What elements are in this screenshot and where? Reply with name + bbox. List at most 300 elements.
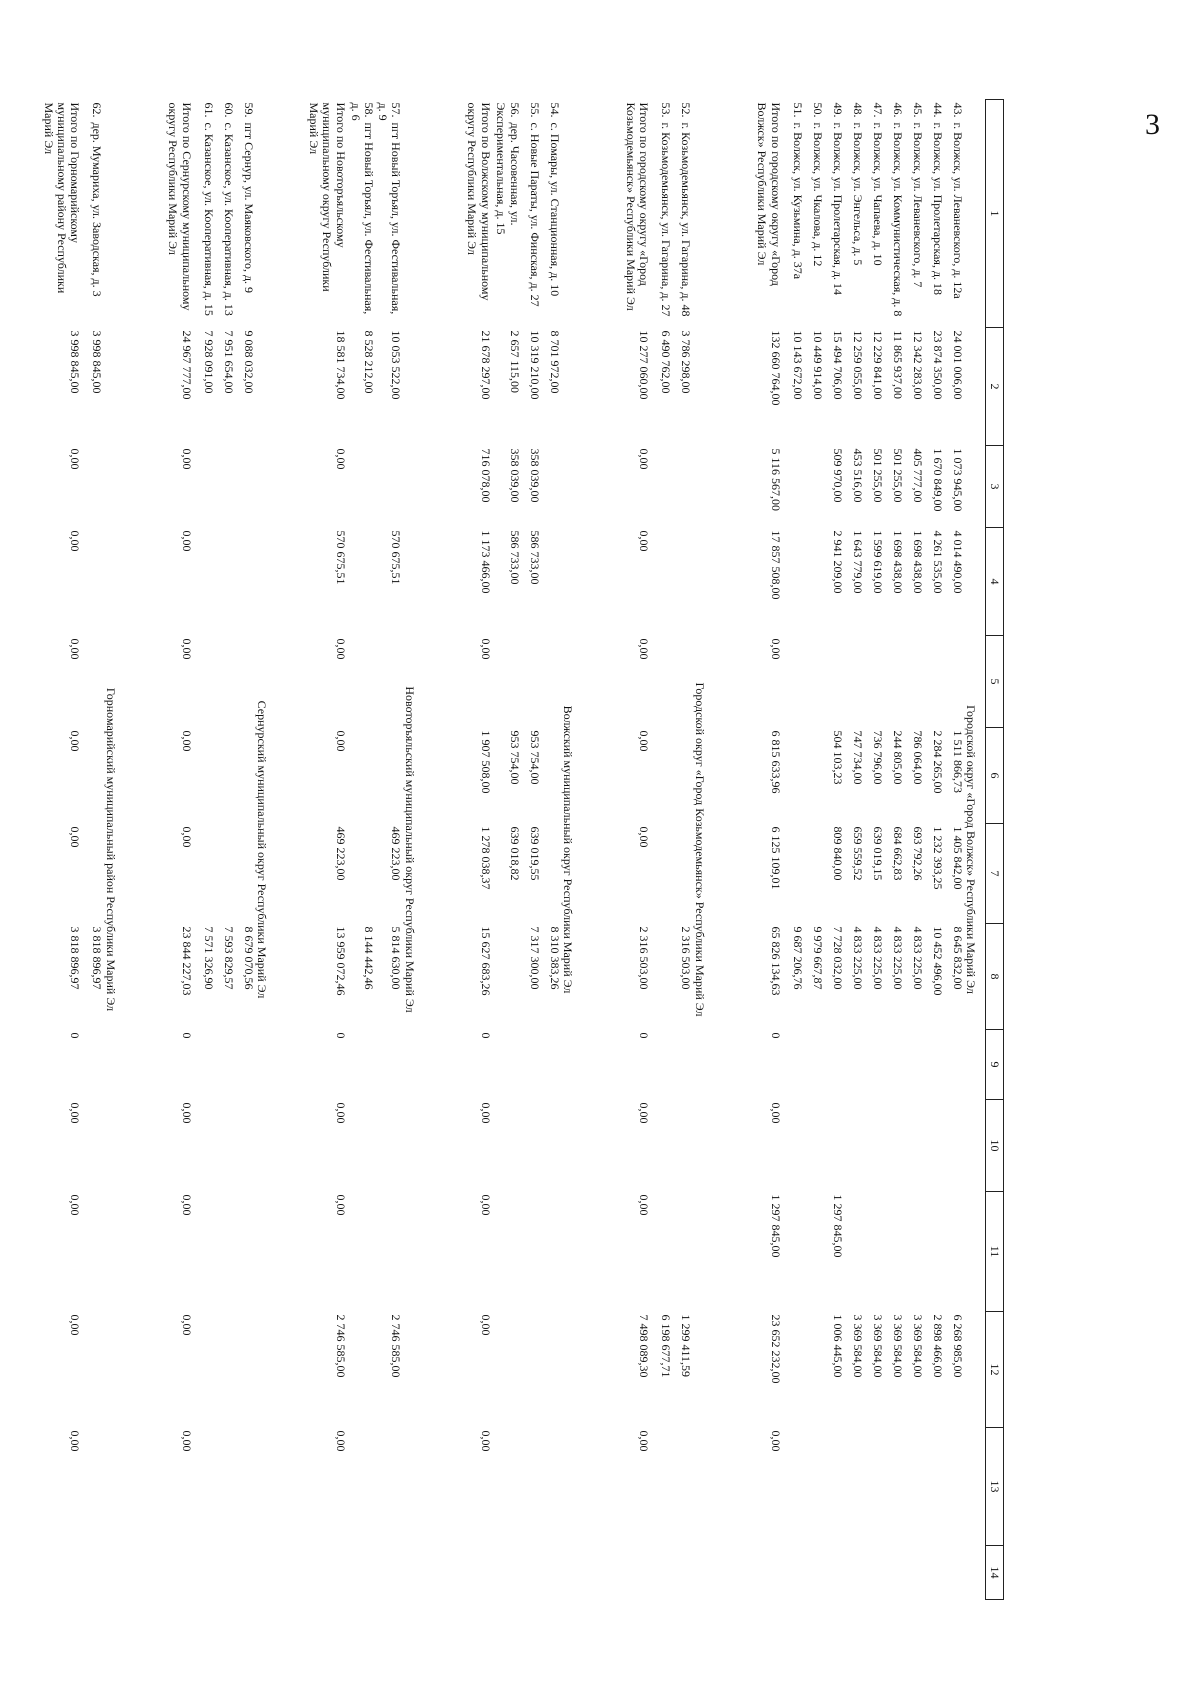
address-cell [864, 100, 884, 328]
column-header-12: 12 [986, 1312, 1004, 1428]
value-cell-col-4 [376, 446, 403, 528]
value-cell-col-11: 0,00 [637, 1102, 652, 1124]
value-cell-col-7 [672, 728, 692, 824]
value-cell-col-10: 0 [68, 1032, 83, 1039]
value-cell-col-13 [235, 1312, 255, 1428]
address-cell [784, 100, 804, 328]
section-header-row [103, 100, 124, 1600]
table-row [944, 100, 964, 1600]
row-name: пгт Новый Торъял, ул. Фестивальная, д. 6 [349, 102, 377, 315]
column-header-1: 1 [986, 100, 1004, 328]
value-cell-col-7: 0,00 [637, 730, 652, 752]
spacer-row [11, 100, 41, 1600]
value-cell-col-14 [494, 1428, 521, 1546]
column-header-2: 2 [986, 328, 1004, 446]
value-cell-col-5: 586 733,00 [527, 530, 542, 585]
value-cell-col-12 [844, 1192, 864, 1312]
value-cell-col-7: 736 796,00 [870, 730, 885, 785]
value-cell-col-13 [541, 1312, 561, 1428]
value-cell-col-11 [944, 1100, 964, 1192]
row-name: пгт Сернур, ул. Маяковского, д. 9 [241, 122, 256, 294]
value-cell-col-10 [672, 1030, 692, 1100]
value-cell-col-4 [83, 446, 103, 528]
value-cell-col-8: 639 019,55 [527, 826, 542, 881]
value-cell-col-5: 1 698 438,00 [910, 530, 925, 594]
value-cell-col-13: 3 369 584,00 [910, 1314, 925, 1378]
value-cell-col-7 [83, 728, 103, 824]
value-cell-col-5 [672, 528, 692, 636]
value-cell-col-9: 3 818 896,97 [90, 926, 105, 990]
value-cell-col-7: 1 907 508,00 [478, 730, 493, 794]
value-cell-col-4: 0,00 [333, 448, 348, 470]
value-cell-col-12 [924, 1192, 944, 1312]
value-cell-col-13: 3 369 584,00 [890, 1314, 905, 1378]
value-cell-col-11 [494, 1100, 521, 1192]
value-cell-col-3: 10 053 522,00 [389, 330, 404, 400]
value-cell-col-11 [864, 1100, 884, 1192]
value-cell-col-12: 0,00 [179, 1194, 194, 1216]
total-row [454, 100, 494, 1600]
value-cell-col-6 [521, 636, 541, 728]
column-header-3: 3 [986, 446, 1004, 528]
value-cell-col-13 [521, 1312, 541, 1428]
table-row [672, 100, 692, 1600]
value-cell-col-4: 501 255,00 [890, 448, 905, 503]
value-cell-col-8 [349, 824, 376, 924]
value-cell-col-3: 2 657 115,00 [507, 330, 522, 394]
value-cell-col-8: 659 559,52 [850, 826, 865, 881]
value-cell-col-5: 17 857 508,00 [768, 530, 783, 600]
address-cell [652, 100, 672, 328]
value-cell-col-13 [83, 1312, 103, 1428]
value-cell-col-9: 9 687 206,76 [790, 926, 805, 990]
value-cell-col-8: 1 278 038,37 [478, 826, 493, 890]
value-cell-col-4 [235, 446, 255, 528]
value-cell-col-7: 1 511 866,73 [950, 730, 965, 794]
row-name: г. Волжск, ул. Энгельса, д. 5 [850, 122, 865, 266]
row-number: 47. [870, 102, 885, 118]
value-cell-col-11 [884, 1100, 904, 1192]
value-cell-col-3: 24 967 777,00 [179, 330, 194, 400]
value-cell-col-10: 0 [333, 1032, 348, 1039]
value-cell-col-10 [904, 1030, 924, 1100]
value-cell-col-9: 15 627 683,26 [478, 926, 493, 996]
value-cell-col-4 [804, 446, 824, 528]
value-cell-col-6 [541, 636, 561, 728]
value-cell-col-3: 10 449 914,00 [810, 330, 825, 400]
value-cell-col-10 [541, 1030, 561, 1100]
value-cell-col-14: 0,00 [637, 1430, 652, 1452]
row-name: г. Волжск, ул. Кузьмина, д. 37а [790, 122, 805, 280]
value-cell-col-13 [784, 1312, 804, 1428]
table-row [904, 100, 924, 1600]
spacer-row [125, 100, 155, 1600]
value-cell-col-6: 0,00 [637, 638, 652, 660]
value-cell-col-11: 0,00 [768, 1102, 783, 1124]
row-name: г. Волжск, ул. Чкалова, д. 12 [810, 122, 825, 267]
value-cell-col-10 [824, 1030, 844, 1100]
value-cell-col-14 [884, 1428, 904, 1546]
row-name: с. Казанское, ул. Кооперативная, д. 15 [201, 122, 216, 316]
value-cell-col-9: 8 679 070,56 [241, 926, 256, 990]
row-number: 55. [527, 102, 542, 118]
value-cell-col-10 [83, 1030, 103, 1100]
value-cell-col-12 [864, 1192, 884, 1312]
total-row [306, 100, 348, 1600]
value-cell-col-7 [541, 728, 561, 824]
row-name: г. Волжск, ул. Пролетарская, д. 14 [830, 122, 845, 296]
value-cell-col-5 [784, 528, 804, 636]
table-row [924, 100, 944, 1600]
value-cell-col-8 [672, 824, 692, 924]
value-cell-col-5: 1 599 619,00 [870, 530, 885, 594]
value-cell-col-3: 8 528 212,00 [362, 330, 377, 394]
column-number-header [986, 100, 1004, 1600]
value-cell-col-11 [235, 1100, 255, 1192]
value-cell-col-9: 5 814 630,00 [389, 926, 404, 990]
section-header-row [692, 100, 713, 1600]
value-cell-col-8: 1 232 393,25 [930, 826, 945, 890]
row-number: 48. [850, 102, 865, 118]
value-cell-col-13: 7 498 089,30 [637, 1314, 652, 1378]
value-cell-col-6: 0,00 [478, 638, 493, 660]
value-cell-col-6 [784, 636, 804, 728]
table-row [521, 100, 541, 1600]
value-cell-col-12 [944, 1192, 964, 1312]
address-cell [215, 100, 235, 328]
value-cell-col-4 [215, 446, 235, 528]
row-name: г. Козьмодемьянск, ул. Гагарина, д. 48 [679, 122, 694, 317]
value-cell-col-11: 0,00 [68, 1102, 83, 1124]
value-cell-col-10 [235, 1030, 255, 1100]
row-name: г. Волжск, ул. Леваневского, д. 7 [910, 122, 925, 288]
value-cell-col-11 [784, 1100, 804, 1192]
value-cell-col-14 [521, 1428, 541, 1546]
table-row [824, 100, 844, 1600]
value-cell-col-7: 504 103,23 [830, 730, 845, 785]
total-row [612, 100, 652, 1600]
value-cell-col-13: 0,00 [478, 1314, 493, 1336]
value-cell-col-6: 0,00 [333, 638, 348, 660]
value-cell-col-8 [195, 824, 215, 924]
column-header-10: 10 [986, 1100, 1004, 1192]
value-cell-col-5: 570 675,51 [389, 530, 404, 585]
total-label [454, 100, 494, 328]
value-cell-col-5: 1 698 438,00 [890, 530, 905, 594]
value-cell-col-13: 1 006 445,00 [830, 1314, 845, 1378]
value-cell-col-3: 12 229 841,00 [870, 330, 885, 400]
value-cell-col-4 [672, 446, 692, 528]
value-cell-col-5: 1 173 466,00 [478, 530, 493, 594]
value-cell-col-12 [349, 1192, 376, 1312]
value-cell-col-14 [541, 1428, 561, 1546]
value-cell-col-14 [195, 1428, 215, 1546]
value-cell-col-9: 4 833 225,00 [870, 926, 885, 990]
value-cell-col-12 [804, 1192, 824, 1312]
table-row [195, 100, 215, 1600]
value-cell-col-5 [195, 528, 215, 636]
value-cell-col-3: 12 259 055,00 [850, 330, 865, 400]
value-cell-col-12 [784, 1192, 804, 1312]
value-cell-col-6 [672, 636, 692, 728]
value-cell-col-3: 23 874 350,00 [930, 330, 945, 400]
value-cell-col-9: 7 317 300,00 [527, 926, 542, 990]
row-number: 57. [389, 102, 404, 118]
value-cell-col-13 [349, 1312, 376, 1428]
row-name: с. Помары, ул. Станционная, д. 10 [547, 122, 562, 297]
row-name: Итого по городскому округу «Город Козьмодемьянск» Республики Марий Эл [623, 102, 652, 311]
total-label [744, 100, 784, 328]
value-cell-col-14 [349, 1428, 376, 1546]
value-cell-col-11 [521, 1100, 541, 1192]
value-cell-col-5: 586 733,00 [507, 530, 522, 585]
value-cell-col-4: 1 073 945,00 [950, 448, 965, 512]
value-cell-col-6 [83, 636, 103, 728]
address-cell [195, 100, 215, 328]
row-number: 59. [241, 102, 256, 118]
value-cell-col-9: 8 645 832,00 [950, 926, 965, 990]
value-cell-col-12 [83, 1192, 103, 1312]
value-cell-col-5: 2 941 209,00 [830, 530, 845, 594]
value-cell-col-12 [376, 1192, 403, 1312]
column-header-5: 5 [986, 636, 1004, 728]
value-cell-col-3: 18 581 734,00 [333, 330, 348, 400]
value-cell-col-11 [215, 1100, 235, 1192]
value-cell-col-9 [652, 924, 672, 1030]
value-cell-col-8 [541, 824, 561, 924]
table-row [494, 100, 521, 1600]
address-cell [376, 100, 403, 328]
value-cell-col-3: 10 277 060,00 [637, 330, 652, 400]
value-cell-col-6 [864, 636, 884, 728]
value-cell-col-4: 358 039,00 [527, 448, 542, 503]
row-number: 49. [830, 102, 845, 118]
value-cell-col-11 [672, 1100, 692, 1192]
value-cell-col-6 [884, 636, 904, 728]
value-cell-col-8: 639 019,15 [870, 826, 885, 881]
value-cell-col-10 [784, 1030, 804, 1100]
value-cell-col-6 [944, 636, 964, 728]
value-cell-col-7: 0,00 [333, 730, 348, 752]
value-cell-col-3: 10 319 210,00 [527, 330, 542, 400]
row-name: дер. Часовенная, ул. Экспериментальная, д. 15 [494, 102, 522, 235]
value-cell-col-3: 6 490 762,00 [659, 330, 674, 394]
value-cell-col-5: 1 643 779,00 [850, 530, 865, 594]
value-cell-col-14 [652, 1428, 672, 1546]
spacer-row [424, 100, 454, 1600]
total-label [306, 100, 348, 328]
row-name: пгт Новый Торъял, ул. Фестивальная, д. 9 [375, 102, 404, 315]
value-cell-col-8: 0,00 [637, 826, 652, 848]
row-name: Итого по Новоторъяльскому муниципальному округу Республики Марий Эл [306, 102, 348, 292]
row-name: Итого по Волжскому муниципальному округу Республики Марий Эл [465, 102, 493, 301]
value-cell-col-5 [83, 528, 103, 636]
value-cell-col-12 [494, 1192, 521, 1312]
section-title: Сернурский муниципальный округ Республики Марий Эл [255, 700, 270, 999]
column-header-8: 8 [986, 924, 1004, 1030]
value-cell-col-13 [494, 1312, 521, 1428]
address-cell [494, 100, 521, 328]
table-row [884, 100, 904, 1600]
value-cell-col-5: 4 014 490,00 [950, 530, 965, 594]
value-cell-col-6: 0,00 [68, 638, 83, 660]
value-cell-col-3: 7 928 091,00 [201, 330, 216, 394]
value-cell-col-14 [235, 1428, 255, 1546]
value-cell-col-8 [804, 824, 824, 924]
value-cell-col-12: 0,00 [333, 1194, 348, 1216]
value-cell-col-11: 0,00 [333, 1102, 348, 1124]
value-cell-col-6 [349, 636, 376, 728]
value-cell-col-8 [215, 824, 235, 924]
value-cell-col-5 [235, 528, 255, 636]
value-cell-col-14 [215, 1428, 235, 1546]
row-number: 45. [910, 102, 925, 118]
value-cell-col-7: 953 754,00 [527, 730, 542, 785]
table-row [376, 100, 403, 1600]
value-cell-col-4: 501 255,00 [870, 448, 885, 503]
value-cell-col-12: 0,00 [478, 1194, 493, 1216]
value-cell-col-8 [83, 824, 103, 924]
value-cell-col-13: 0,00 [179, 1314, 194, 1336]
value-cell-col-5 [652, 528, 672, 636]
value-cell-col-9: 13 959 072,46 [333, 926, 348, 996]
value-cell-col-10 [944, 1030, 964, 1100]
value-cell-col-3: 132 660 764,00 [768, 330, 783, 406]
value-cell-col-5: 0,00 [179, 530, 194, 552]
value-cell-col-8: 469 223,00 [333, 826, 348, 881]
value-cell-col-14 [864, 1428, 884, 1546]
value-cell-col-8: 1 405 842,00 [950, 826, 965, 890]
value-cell-col-12: 0,00 [637, 1194, 652, 1216]
table-row [541, 100, 561, 1600]
column-header-9: 9 [986, 1030, 1004, 1100]
row-number: 54. [547, 102, 562, 118]
total-row [155, 100, 195, 1600]
value-cell-col-13: 3 369 584,00 [850, 1314, 865, 1378]
address-cell [844, 100, 864, 328]
value-cell-col-10 [864, 1030, 884, 1100]
value-cell-col-5 [804, 528, 824, 636]
column-header-11: 11 [986, 1192, 1004, 1312]
value-cell-col-6 [195, 636, 215, 728]
column-header-13: 13 [986, 1428, 1004, 1546]
value-cell-col-6 [824, 636, 844, 728]
value-cell-col-8 [784, 824, 804, 924]
value-cell-col-12 [904, 1192, 924, 1312]
row-name: Итого по Горномарийскому муниципальному району Республики Марий Эл [41, 102, 83, 294]
value-cell-col-14 [844, 1428, 864, 1546]
section-title: Городской округ «Город Козьмодемьянск» Республики Марий Эл [692, 682, 707, 1017]
value-cell-col-7 [235, 728, 255, 824]
value-cell-col-5 [349, 528, 376, 636]
row-number: 51. [790, 102, 805, 118]
value-cell-col-6 [804, 636, 824, 728]
value-cell-col-10 [349, 1030, 376, 1100]
value-cell-col-7 [784, 728, 804, 824]
value-cell-col-7 [195, 728, 215, 824]
value-cell-col-10 [376, 1030, 403, 1100]
column-header-7: 7 [986, 824, 1004, 924]
value-cell-col-10 [215, 1030, 235, 1100]
value-cell-col-13: 6 268 985,00 [950, 1314, 965, 1378]
total-label [41, 100, 83, 328]
section-header-row [402, 100, 423, 1600]
value-cell-col-12 [215, 1192, 235, 1312]
row-number: 50. [810, 102, 825, 118]
spacer-row [714, 100, 744, 1600]
value-cell-col-9: 8 310 383,26 [547, 926, 562, 990]
value-cell-col-10 [804, 1030, 824, 1100]
section-title: Новоторъяльский муниципальный округ Республики Марий Эл [402, 686, 417, 1013]
value-cell-col-6 [376, 636, 403, 728]
value-cell-col-13 [215, 1312, 235, 1428]
value-cell-col-5 [541, 528, 561, 636]
column-header-4: 4 [986, 528, 1004, 636]
value-cell-col-13: 23 652 232,00 [768, 1314, 783, 1384]
value-cell-col-11 [824, 1100, 844, 1192]
address-cell [541, 100, 561, 328]
value-cell-col-11 [195, 1100, 215, 1192]
row-name: г. Волжск, ул. Пролетарская, д. 18 [930, 122, 945, 296]
value-cell-col-12 [195, 1192, 215, 1312]
value-cell-col-4: 5 116 567,00 [768, 448, 783, 512]
row-number: 46. [890, 102, 905, 118]
value-cell-col-10 [884, 1030, 904, 1100]
value-cell-col-12 [884, 1192, 904, 1312]
value-cell-col-4: 716 078,00 [478, 448, 493, 503]
value-cell-col-9: 2 316 503,00 [679, 926, 694, 990]
value-cell-col-11 [349, 1100, 376, 1192]
value-cell-col-10: 0 [637, 1032, 652, 1039]
value-cell-col-4: 358 039,00 [507, 448, 522, 503]
value-cell-col-7: 0,00 [179, 730, 194, 752]
section-title: Горномарийский муниципальный район Республики Марий Эл [103, 687, 118, 1012]
value-cell-col-3: 3 998 845,00 [90, 330, 105, 394]
value-cell-col-7: 786 064,00 [910, 730, 925, 785]
row-number: 53. [659, 102, 674, 118]
row-name: дер. Мумариха, ул. Заводская, д. 3 [90, 122, 105, 297]
value-cell-col-11 [541, 1100, 561, 1192]
value-cell-col-14: 0,00 [768, 1430, 783, 1452]
value-cell-col-4: 0,00 [637, 448, 652, 470]
value-cell-col-6 [904, 636, 924, 728]
value-cell-col-4 [652, 446, 672, 528]
value-cell-col-4: 509 970,00 [830, 448, 845, 503]
value-cell-col-14 [804, 1428, 824, 1546]
value-cell-col-12 [235, 1192, 255, 1312]
page-number: 3 [1145, 108, 1160, 141]
value-cell-col-9: 10 452 496,00 [930, 926, 945, 996]
value-cell-col-5: 0,00 [68, 530, 83, 552]
row-number: 56. [507, 102, 522, 118]
value-cell-col-11 [804, 1100, 824, 1192]
value-cell-col-10 [494, 1030, 521, 1100]
funding-table [11, 99, 1004, 1600]
value-cell-col-9: 9 979 667,87 [810, 926, 825, 990]
address-cell [349, 100, 376, 328]
value-cell-col-6 [235, 636, 255, 728]
address-cell [904, 100, 924, 328]
value-cell-col-3: 12 342 283,00 [910, 330, 925, 400]
value-cell-col-14: 0,00 [68, 1430, 83, 1452]
value-cell-col-4 [541, 446, 561, 528]
value-cell-col-4: 0,00 [179, 448, 194, 470]
value-cell-col-7: 953 754,00 [507, 730, 522, 785]
value-cell-col-8: 0,00 [68, 826, 83, 848]
row-name: Итого по городскому округу «Город Волжск» Республики Марий Эл [755, 102, 783, 286]
value-cell-col-3: 9 088 032,00 [241, 330, 256, 394]
row-number: 43. [950, 102, 965, 118]
